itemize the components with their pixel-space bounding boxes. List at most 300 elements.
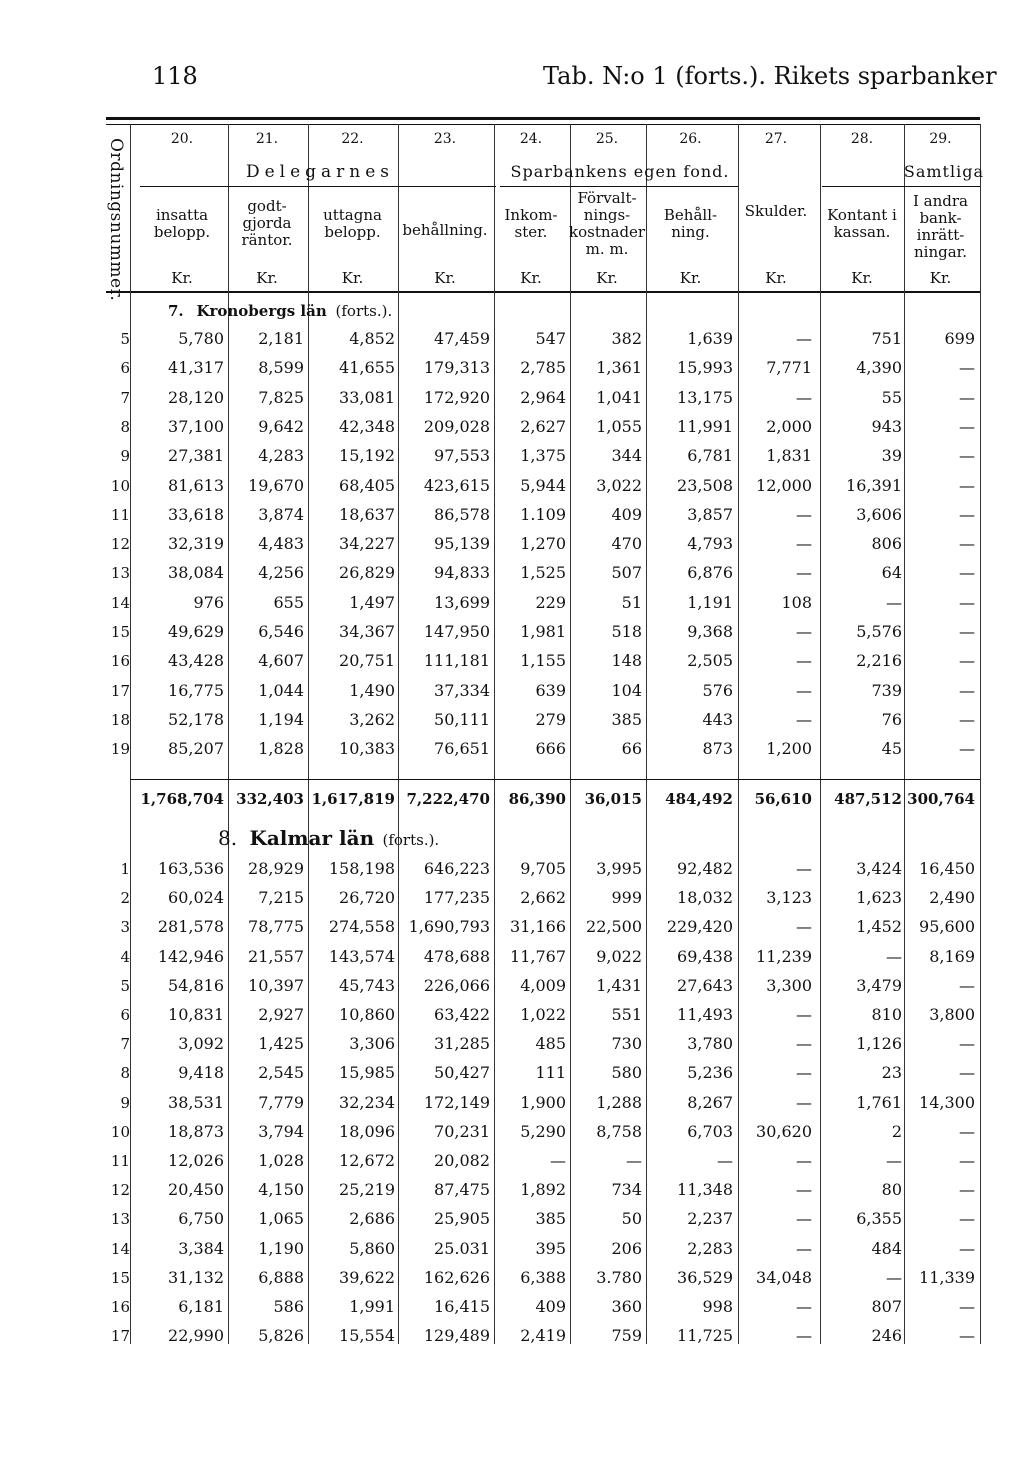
column-header-label: Behåll- ning. xyxy=(663,206,718,241)
table-cell: 395 xyxy=(535,1238,566,1258)
table-cell: 1,425 xyxy=(258,1034,304,1054)
table-cell: 25,905 xyxy=(434,1209,490,1229)
table-cell: — xyxy=(959,1151,975,1170)
table-cell: 2 xyxy=(891,1121,902,1141)
table-cell: 25.031 xyxy=(434,1238,490,1258)
table-cell: 19,670 xyxy=(248,475,304,495)
row-number: 15 xyxy=(110,1268,130,1287)
table-cell: 12,000 xyxy=(756,475,812,495)
table-cell: — xyxy=(717,1151,733,1170)
column-rule xyxy=(904,124,905,1344)
table-cell: 94,833 xyxy=(434,563,490,583)
table-cell: 655 xyxy=(273,592,304,612)
table-cell: 95,139 xyxy=(434,534,490,554)
table-cell: 2,662 xyxy=(520,888,566,908)
table-cell: 5,780 xyxy=(178,329,224,348)
column-number: 26. xyxy=(679,131,702,147)
table-cell: — xyxy=(959,534,975,554)
total-cell: 1,617,819 xyxy=(311,790,395,808)
table-cell: 807 xyxy=(871,1297,902,1316)
table-cell: 39 xyxy=(881,446,902,466)
total-cell: 86,390 xyxy=(508,790,566,808)
total-cell: 300,764 xyxy=(907,790,975,808)
table-cell: — xyxy=(796,1034,812,1054)
table-cell: 33,618 xyxy=(168,504,224,524)
top-rule-thick xyxy=(106,117,980,120)
total-cell: 332,403 xyxy=(236,790,304,808)
table-cell: — xyxy=(959,592,975,612)
table-cell: 2,686 xyxy=(349,1209,395,1229)
table-cell: 7,771 xyxy=(766,358,812,378)
table-cell: 3,092 xyxy=(178,1034,224,1054)
table-cell: 95,600 xyxy=(919,917,975,937)
table-cell: 142,946 xyxy=(157,946,224,966)
table-cell: — xyxy=(796,1180,812,1200)
table-cell: — xyxy=(796,622,812,641)
table-cell: 111,181 xyxy=(423,651,490,671)
table-cell: 1,191 xyxy=(687,592,733,612)
table-cell: 8,599 xyxy=(258,358,304,378)
table-cell: 2,216 xyxy=(856,651,902,671)
table-cell: 11,991 xyxy=(677,416,733,436)
table-cell: — xyxy=(959,651,975,671)
table-cell: — xyxy=(959,1121,975,1141)
group-rule-egen-fond xyxy=(500,186,738,187)
row-number-label: Ordningsnummer. xyxy=(106,138,126,302)
table-cell: 8,267 xyxy=(687,1092,733,1112)
section-number: 8. xyxy=(218,826,238,850)
row-number: 13 xyxy=(110,564,130,583)
column-number: 24. xyxy=(519,131,543,147)
table-cell: 177,235 xyxy=(423,888,490,908)
table-cell: 2,927 xyxy=(258,1005,304,1024)
table-cell: 76 xyxy=(881,709,902,729)
table-cell: 3,780 xyxy=(687,1034,733,1054)
table-cell: — xyxy=(959,1063,975,1083)
table-cell: 3,800 xyxy=(929,1005,975,1024)
table-cell: 1,200 xyxy=(766,739,812,759)
column-number: 27. xyxy=(764,131,788,147)
table-cell: 1,022 xyxy=(520,1005,566,1024)
table-cell: 50,111 xyxy=(434,709,490,729)
table-cell: 143,574 xyxy=(328,946,395,966)
table-cell: 2,505 xyxy=(687,651,733,671)
table-cell: 1,761 xyxy=(856,1092,902,1112)
column-header-label: I andra bank- inrätt- ningar. xyxy=(912,192,968,261)
group-header-delegarnes: Delegarnes xyxy=(245,162,395,182)
table-cell: 3,794 xyxy=(258,1121,304,1141)
group-rule-delegarnes xyxy=(140,186,496,187)
table-cell: 43,428 xyxy=(168,651,224,671)
table-cell: 16,450 xyxy=(919,859,975,878)
table-cell: 409 xyxy=(535,1297,566,1316)
table-cell: 1,190 xyxy=(258,1238,304,1258)
table-cell: 4,390 xyxy=(856,358,902,378)
table-cell: — xyxy=(796,329,812,348)
table-cell: 226,066 xyxy=(423,975,490,995)
column-number: 22. xyxy=(341,131,364,147)
table-cell: 21,557 xyxy=(248,946,304,966)
column-header xyxy=(737,203,815,220)
table-cell: 9,418 xyxy=(178,1063,224,1083)
table-cell: 108 xyxy=(781,592,812,612)
table-cell: 382 xyxy=(611,329,642,348)
table-cell: — xyxy=(959,1209,975,1229)
row-number: 12 xyxy=(110,1181,130,1200)
table-cell: — xyxy=(959,709,975,729)
table-cell: 470 xyxy=(611,534,642,554)
header-bottom-rule xyxy=(106,291,980,293)
row-number: 4 xyxy=(120,947,130,966)
table-cell: 63,422 xyxy=(434,1005,490,1024)
table-cell: 3,262 xyxy=(349,709,395,729)
table-cell: 4,852 xyxy=(349,329,395,348)
table-cell: 1,639 xyxy=(687,329,733,348)
table-cell: 10,860 xyxy=(339,1005,395,1024)
table-cell: 32,319 xyxy=(168,534,224,554)
column-header-label: godt- gjorda räntor. xyxy=(241,197,293,249)
table-cell: — xyxy=(959,387,975,407)
table-cell: 1,194 xyxy=(258,709,304,729)
column-unit: Kr. xyxy=(341,269,364,287)
table-cell: 31,132 xyxy=(168,1267,224,1287)
table-cell: 2,964 xyxy=(520,387,566,407)
table-cell: 11,239 xyxy=(756,946,812,966)
column-unit: Kr. xyxy=(256,269,278,287)
table-cell: — xyxy=(796,387,812,407)
table-cell: 16,415 xyxy=(434,1297,490,1316)
table-cell: 229 xyxy=(535,592,566,612)
table-cell: 3,300 xyxy=(766,975,812,995)
row-number: 14 xyxy=(110,593,130,612)
column-header xyxy=(493,207,569,241)
table-cell: 39,622 xyxy=(339,1267,395,1287)
column-header xyxy=(819,207,905,241)
table-cell: 1,041 xyxy=(596,387,642,407)
table-cell: 50 xyxy=(621,1209,642,1229)
table-cell: 4,009 xyxy=(520,975,566,995)
table-cell: 6,703 xyxy=(687,1121,733,1141)
table-cell: 80 xyxy=(881,1180,902,1200)
table-cell: 4,283 xyxy=(258,446,304,466)
table-cell: 3.780 xyxy=(596,1267,642,1287)
table-cell: — xyxy=(959,563,975,583)
table-cell: 28,120 xyxy=(168,387,224,407)
table-cell: 1,361 xyxy=(596,358,642,378)
table-cell: 7,825 xyxy=(258,387,304,407)
table-cell: — xyxy=(550,1151,566,1170)
table-cell: 6,546 xyxy=(258,622,304,641)
table-cell: 111 xyxy=(535,1063,566,1083)
row-number: 5 xyxy=(120,976,130,995)
table-cell: 3,384 xyxy=(178,1238,224,1258)
row-number: 19 xyxy=(110,740,130,759)
table-cell: 3,606 xyxy=(856,504,902,524)
table-cell: 943 xyxy=(871,416,902,436)
table-cell: 70,231 xyxy=(434,1121,490,1141)
section-title-kronobergs xyxy=(168,302,392,320)
row-number: 5 xyxy=(120,330,130,348)
table-cell: 11,339 xyxy=(919,1267,975,1287)
table-cell: 30,620 xyxy=(756,1121,812,1141)
table-cell: — xyxy=(796,1005,812,1024)
table-cell: 2,000 xyxy=(766,416,812,436)
table-cell: 163,536 xyxy=(157,859,224,878)
row-number: 14 xyxy=(110,1239,130,1258)
column-header-label: Inkom- ster. xyxy=(504,206,558,241)
table-cell: 246 xyxy=(871,1326,902,1346)
table-cell: — xyxy=(796,1151,812,1170)
table-cell: 15,192 xyxy=(339,446,395,466)
table-cell: 2,237 xyxy=(687,1209,733,1229)
table-cell: 86,578 xyxy=(434,504,490,524)
table-cell: 45 xyxy=(881,739,902,759)
table-cell: 5,860 xyxy=(349,1238,395,1258)
table-cell: 47,459 xyxy=(434,329,490,348)
table-cell: 3,306 xyxy=(349,1034,395,1054)
table-cell: 998 xyxy=(702,1297,733,1316)
column-unit: Kr. xyxy=(596,269,618,287)
column-header-label: insatta belopp. xyxy=(153,206,211,241)
table-cell: 2,419 xyxy=(520,1326,566,1346)
table-cell: — xyxy=(796,651,812,671)
table-cell: 1,497 xyxy=(349,592,395,612)
table-cell: 68,405 xyxy=(339,475,395,495)
table-cell: 551 xyxy=(611,1005,642,1024)
table-cell: 1,490 xyxy=(349,680,395,700)
table-cell: 4,256 xyxy=(258,563,304,583)
table-cell: 34,367 xyxy=(339,622,395,641)
table-cell: 54,816 xyxy=(168,975,224,995)
table-cell: 639 xyxy=(535,680,566,700)
table-cell: — xyxy=(959,1034,975,1054)
table-cell: 7,215 xyxy=(258,888,304,908)
column-rule xyxy=(820,124,821,1344)
table-cell: 1,452 xyxy=(856,917,902,937)
table-cell: 50,427 xyxy=(434,1063,490,1083)
table-cell: — xyxy=(959,1238,975,1258)
table-cell: 11,493 xyxy=(677,1005,733,1024)
table-cell: 4,483 xyxy=(258,534,304,554)
column-rule xyxy=(398,124,399,1344)
table-cell: 206 xyxy=(611,1238,642,1258)
section-suffix: (forts.). xyxy=(335,302,393,320)
column-unit: Kr. xyxy=(929,269,952,287)
table-cell: 28,929 xyxy=(248,859,304,878)
table-cell: 1,981 xyxy=(520,622,566,641)
table-cell: 810 xyxy=(871,1005,902,1024)
table-cell: 76,651 xyxy=(434,739,490,759)
table-cell: 64 xyxy=(881,563,902,583)
table-cell: 1,991 xyxy=(349,1297,395,1316)
column-rule xyxy=(738,124,739,1344)
column-number: 25. xyxy=(595,131,619,147)
row-number: 9 xyxy=(120,1093,130,1112)
table-cell: 7,779 xyxy=(258,1092,304,1112)
table-cell: 2,627 xyxy=(520,416,566,436)
table-cell: 1,690,793 xyxy=(408,917,490,937)
running-title: Tab. N:o 1 (forts.). Rikets sparbanker xyxy=(543,62,997,90)
column-number: 28. xyxy=(850,131,874,147)
table-cell: 26,829 xyxy=(339,563,395,583)
row-number: 15 xyxy=(110,623,130,641)
table-cell: 2,283 xyxy=(687,1238,733,1258)
table-cell: — xyxy=(959,358,975,378)
table-cell: 8,169 xyxy=(929,946,975,966)
column-unit: Kr. xyxy=(851,269,873,287)
table-cell: 6,750 xyxy=(178,1209,224,1229)
table-cell: 78,775 xyxy=(248,917,304,937)
table-cell: 485 xyxy=(535,1034,566,1054)
table-cell: 2,785 xyxy=(520,358,566,378)
table-cell: 5,826 xyxy=(258,1326,304,1346)
table-cell: 97,553 xyxy=(434,446,490,466)
table-cell: 484 xyxy=(871,1238,902,1258)
table-cell: 16,391 xyxy=(846,475,902,495)
table-cell: 20,751 xyxy=(339,651,395,671)
table-cell: 209,028 xyxy=(423,416,490,436)
table-cell: — xyxy=(959,1297,975,1316)
table-cell: 49,629 xyxy=(168,622,224,641)
table-cell: 999 xyxy=(611,888,642,908)
row-number: 3 xyxy=(120,918,130,937)
table-cell: 18,032 xyxy=(677,888,733,908)
table-cell: 16,775 xyxy=(168,680,224,700)
table-cell: 12,672 xyxy=(339,1151,395,1170)
table-cell: 576 xyxy=(702,680,733,700)
group-header-egen-fond: Sparbankens egen fond. xyxy=(510,162,730,181)
table-cell: 27,381 xyxy=(168,446,224,466)
table-cell: 2,490 xyxy=(929,888,975,908)
table-cell: 1,065 xyxy=(258,1209,304,1229)
table-cell: — xyxy=(796,1063,812,1083)
table-cell: 172,149 xyxy=(423,1092,490,1112)
table-cell: 873 xyxy=(702,739,733,759)
table-cell: — xyxy=(796,534,812,554)
table-cell: 4,793 xyxy=(687,534,733,554)
column-unit: Kr. xyxy=(520,269,542,287)
table-cell: 42,348 xyxy=(339,416,395,436)
section-name: Kalmar län xyxy=(249,826,375,850)
table-cell: — xyxy=(959,739,975,759)
column-header xyxy=(397,222,493,239)
row-number: 18 xyxy=(110,710,130,729)
column-rule xyxy=(570,124,571,1344)
column-header xyxy=(903,193,978,261)
table-cell: 31,285 xyxy=(434,1034,490,1054)
table-cell: — xyxy=(796,709,812,729)
table-cell: 730 xyxy=(611,1034,642,1054)
table-cell: 5,576 xyxy=(856,622,902,641)
table-cell: 385 xyxy=(611,709,642,729)
table-cell: 9,705 xyxy=(520,859,566,878)
table-cell: 31,166 xyxy=(510,917,566,937)
table-cell: 5,944 xyxy=(520,475,566,495)
column-header-label: Förvalt- nings- kostnader m. m. xyxy=(569,189,646,258)
table-cell: 409 xyxy=(611,504,642,524)
column-header xyxy=(137,207,227,241)
table-cell: 12,026 xyxy=(168,1151,224,1170)
table-cell: — xyxy=(796,563,812,583)
table-cell: 69,438 xyxy=(677,946,733,966)
row-number: 8 xyxy=(120,417,130,436)
table-cell: 10,831 xyxy=(168,1005,224,1024)
table-cell: — xyxy=(796,504,812,524)
table-cell: — xyxy=(796,680,812,700)
table-cell: 385 xyxy=(535,1209,566,1229)
table-cell: 11,725 xyxy=(677,1326,733,1346)
table-cell: 3,874 xyxy=(258,504,304,524)
table-cell: 129,489 xyxy=(423,1326,490,1346)
table-cell: 38,531 xyxy=(168,1092,224,1112)
table-cell: 4,607 xyxy=(258,651,304,671)
column-rule xyxy=(130,124,131,1344)
group-rule-samtliga xyxy=(822,186,980,187)
column-rule xyxy=(646,124,647,1344)
table-cell: 423,615 xyxy=(423,475,490,495)
table-cell: 281,578 xyxy=(157,917,224,937)
table-cell: 23,508 xyxy=(677,475,733,495)
table-cell: 1,431 xyxy=(596,975,642,995)
row-number: 10 xyxy=(110,1122,130,1141)
row-number: 7 xyxy=(120,1035,130,1054)
table-cell: 81,613 xyxy=(168,475,224,495)
row-number: 7 xyxy=(120,388,130,407)
table-cell: 10,383 xyxy=(339,739,395,759)
table-cell: — xyxy=(959,446,975,466)
table-cell: 1,525 xyxy=(520,563,566,583)
table-cell: 11,767 xyxy=(510,946,566,966)
row-number: 6 xyxy=(120,1006,130,1024)
table-cell: 66 xyxy=(621,739,642,759)
table-cell: 3,857 xyxy=(687,504,733,524)
column-unit: Kr. xyxy=(171,269,193,287)
table-cell: 22,990 xyxy=(168,1326,224,1346)
row-number: 16 xyxy=(110,652,130,671)
table-cell: 147,950 xyxy=(423,622,490,641)
table-cell: 6,876 xyxy=(687,563,733,583)
column-header-label: Kontant i kassan. xyxy=(827,206,897,241)
table-cell: 751 xyxy=(871,329,902,348)
table-cell: 3,123 xyxy=(766,888,812,908)
column-unit: Kr. xyxy=(679,269,702,287)
column-header-label: behållning. xyxy=(402,221,488,239)
table-cell: — xyxy=(959,416,975,436)
table-cell: 162,626 xyxy=(423,1267,490,1287)
table-cell: — xyxy=(959,1180,975,1200)
table-cell: 148 xyxy=(611,651,642,671)
total-cell: 36,015 xyxy=(584,790,642,808)
table-cell: 2,181 xyxy=(258,329,304,348)
table-cell: 5,290 xyxy=(520,1121,566,1141)
table-cell: 4,150 xyxy=(258,1180,304,1200)
section-title-kalmar xyxy=(218,826,439,850)
column-rule xyxy=(494,124,495,1344)
table-cell: 34,227 xyxy=(339,534,395,554)
table-cell: 1,288 xyxy=(596,1092,642,1112)
table-cell: 15,985 xyxy=(339,1063,395,1083)
table-cell: 274,558 xyxy=(328,917,395,937)
table-cell: — xyxy=(886,946,902,966)
table-cell: 1,375 xyxy=(520,446,566,466)
table-cell: — xyxy=(959,475,975,495)
total-cell: 484,492 xyxy=(665,790,733,808)
column-header-label: Skulder. xyxy=(744,202,808,220)
column-number: 21. xyxy=(255,131,279,147)
table-cell: — xyxy=(796,1297,812,1316)
table-cell: 27,643 xyxy=(677,975,733,995)
table-cell: 92,482 xyxy=(677,859,733,878)
